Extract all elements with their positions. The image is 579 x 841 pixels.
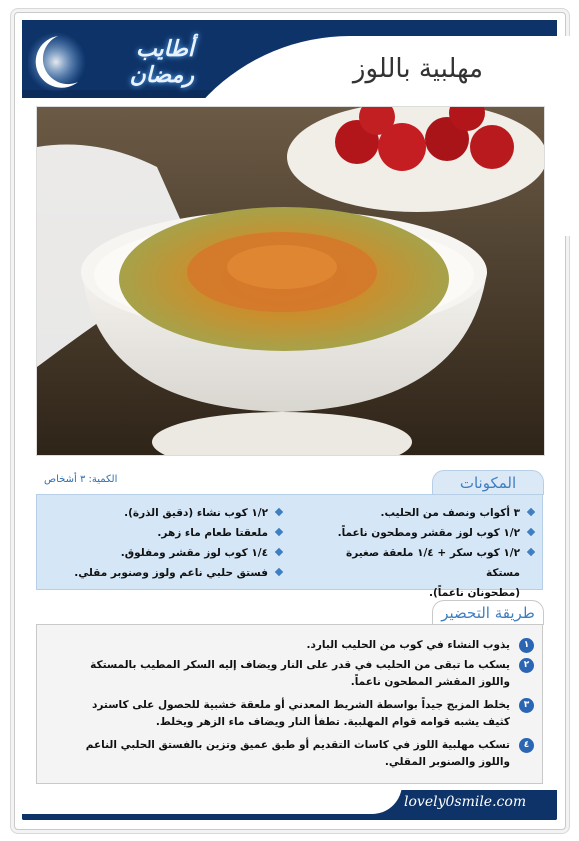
step-number-badge: ٣	[519, 698, 534, 713]
footer-curve	[22, 784, 402, 814]
step-number-badge: ١	[519, 638, 534, 653]
recipe-title: مهلبية باللوز	[352, 54, 483, 84]
ingredient-item: ١/٢ كوب نشاء (دقيق الذرة).	[62, 503, 282, 523]
ingredient-item-continued: (مطحونان ناعماً).	[428, 587, 520, 599]
method-tab: طريقة التحضير	[432, 600, 544, 625]
ingredient-item: ١/٤ كوب لوز مقشر ومفلوق.	[62, 543, 282, 563]
ingredient-item: فستق حلبي ناعم ولوز وصنوبر مقلي.	[62, 563, 282, 583]
footer-website-link[interactable]: lovely0smile.com	[404, 794, 527, 810]
ingredient-item: ٣ أكواب ونصف من الحليب.	[309, 503, 534, 523]
diamond-bullet-icon	[275, 548, 283, 556]
ingredient-item: ١/٢ كوب لوز مقشر ومطحون ناعماً.	[309, 523, 534, 543]
step-text: يسكب ما تبقى من الحليب في قدر على النار ويضاف إليه السكر المطيب بالمستكة واللوز المقشر المطحون ناعماً.	[90, 659, 510, 688]
step-text: يخلط المزيج جيداً بواسطة الشريط المعدني أو ملعقة خشبية للحصول على كاسترد كثيف يشبه قوامه قوام المهلبية. تطفأ النار ويضاف ماء الزهر ويخلط.	[92, 699, 510, 728]
diamond-bullet-icon	[527, 548, 535, 556]
ingredients-left-column	[62, 503, 282, 583]
step-number-badge: ٢	[519, 658, 534, 673]
diamond-bullet-icon	[527, 508, 535, 516]
method-box	[36, 624, 543, 784]
method-step	[62, 737, 532, 771]
yield-label: الكمية: ٣ أشخاص	[44, 474, 118, 485]
step-number-badge: ٤	[519, 738, 534, 753]
method-step	[62, 637, 532, 654]
step-text: يذوب النشاء في كوب من الحليب البارد.	[306, 639, 510, 651]
ingredient-item: ملعقتا طعام ماء زهر.	[62, 523, 282, 543]
diamond-bullet-icon	[275, 508, 283, 516]
ingredients-box	[36, 494, 543, 599]
diamond-bullet-icon	[527, 528, 535, 536]
dish-photo	[36, 106, 545, 456]
ingredients-tab: المكونات	[432, 470, 544, 495]
ingredients-right-column	[309, 503, 534, 603]
step-text: تسكب مهلبية اللوز في كاسات التقديم أو طبق عميق وتزين بالفستق الحلبي الناعم واللوز والصنوبر المقلي.	[85, 739, 510, 768]
method-step	[62, 657, 532, 691]
ingredient-item: ١/٢ كوب سكر + ١/٤ ملعقة صغيرة مستكة	[309, 543, 534, 583]
brand-logo-text: أطايب رمضان	[129, 36, 194, 88]
diamond-bullet-icon	[275, 528, 283, 536]
method-step	[62, 697, 532, 731]
diamond-bullet-icon	[275, 568, 283, 576]
